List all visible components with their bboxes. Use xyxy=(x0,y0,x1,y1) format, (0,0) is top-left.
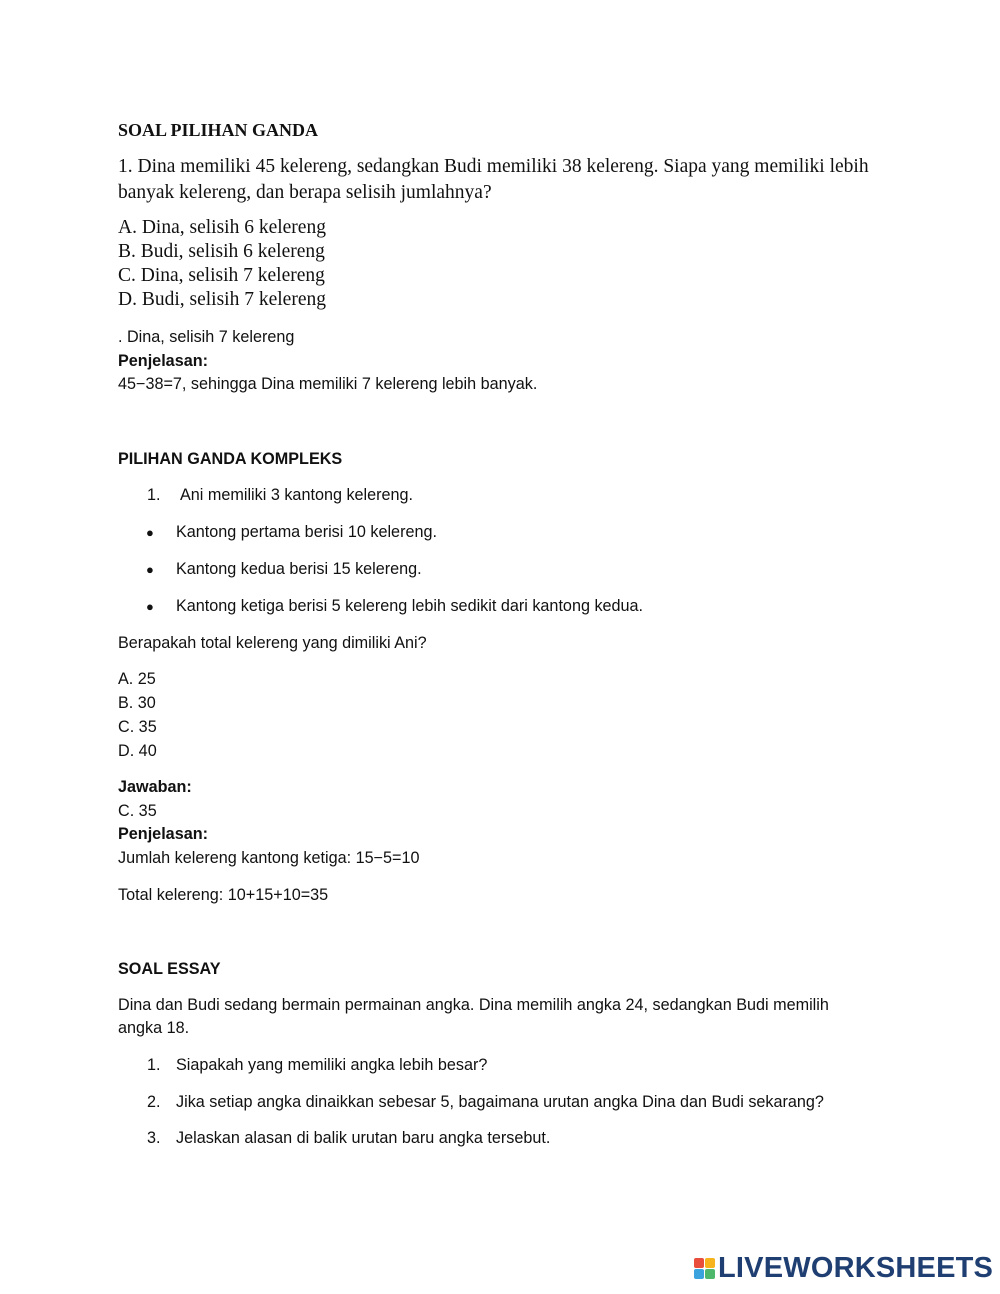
liveworksheets-logo[interactable] xyxy=(694,1252,994,1288)
answer-label: Jawaban: xyxy=(118,778,192,796)
explanation-text: 45−38=7, sehingga Dina memiliki 7 kelereng lebih banyak. xyxy=(118,375,538,393)
essay-item-1: Siapakah yang memiliki angka lebih besar? xyxy=(176,1056,488,1074)
answer-text: . Dina, selisih 7 kelereng xyxy=(118,328,295,346)
logo-square-icon xyxy=(694,1269,704,1279)
essay-item-number: 2. xyxy=(147,1093,161,1111)
bullet-icon: ● xyxy=(146,525,154,540)
list-item-text: Ani memiliki 3 kantong kelereng. xyxy=(180,486,414,504)
logo-square-icon xyxy=(705,1269,715,1279)
logo-square-icon xyxy=(705,1258,715,1268)
list-item-number: 1. xyxy=(147,486,161,504)
question-1-line-1: 1. Dina memiliki 45 kelereng, sedangkan Budi memiliki 38 kelereng. Siapa yang memiliki lebih xyxy=(118,156,869,177)
bullet-icon: ● xyxy=(146,562,154,577)
option-c: C. Dina, selisih 7 kelereng xyxy=(118,265,325,286)
section-title-pilihan-ganda-kompleks: PILIHAN GANDA KOMPLEKS xyxy=(118,450,343,468)
option-a: A. Dina, selisih 6 kelereng xyxy=(118,217,326,238)
logo-text: LIVEWORKSHEETS xyxy=(718,1252,994,1284)
essay-item-3: Jelaskan alasan di balik urutan baru angka tersebut. xyxy=(176,1129,551,1147)
question-text: Berapakah total kelereng yang dimiliki Ani? xyxy=(118,634,427,652)
option-d: D. Budi, selisih 7 kelereng xyxy=(118,289,326,310)
bullet-item-3: Kantong ketiga berisi 5 kelereng lebih sedikit dari kantong kedua. xyxy=(176,597,644,615)
answer-text: C. 35 xyxy=(118,802,157,820)
bullet-icon: ● xyxy=(146,599,154,614)
explanation-label: Penjelasan: xyxy=(118,352,208,370)
explanation-line-1: Jumlah kelereng kantong ketiga: 15−5=10 xyxy=(118,849,420,867)
question-1-line-2: banyak kelereng, dan berapa selisih jumlahnya? xyxy=(118,182,492,203)
explanation-line-2: Total kelereng: 10+15+10=35 xyxy=(118,886,329,904)
essay-item-number: 3. xyxy=(147,1129,161,1147)
liveworksheets-logo-icon xyxy=(694,1258,715,1279)
explanation-label: Penjelasan: xyxy=(118,825,208,843)
bullet-item-2: Kantong kedua berisi 15 kelereng. xyxy=(176,560,422,578)
option-c: C. 35 xyxy=(118,718,157,736)
section-title-soal-essay: SOAL ESSAY xyxy=(118,960,221,978)
option-b: B. 30 xyxy=(118,694,156,712)
option-b: B. Budi, selisih 6 kelereng xyxy=(118,241,325,262)
essay-intro-line-1: Dina dan Budi sedang bermain permainan angka. Dina memilih angka 24, sedangkan Budi memilih xyxy=(118,996,829,1014)
essay-intro-line-2: angka 18. xyxy=(118,1019,190,1037)
essay-item-2: Jika setiap angka dinaikkan sebesar 5, bagaimana urutan angka Dina dan Budi sekarang? xyxy=(176,1093,824,1111)
section-title-pilihan-ganda: SOAL PILIHAN GANDA xyxy=(118,120,319,140)
bullet-item-1: Kantong pertama berisi 10 kelereng. xyxy=(176,523,437,541)
essay-item-number: 1. xyxy=(147,1056,161,1074)
option-a: A. 25 xyxy=(118,670,156,688)
logo-square-icon xyxy=(694,1258,704,1268)
option-d: D. 40 xyxy=(118,742,157,760)
